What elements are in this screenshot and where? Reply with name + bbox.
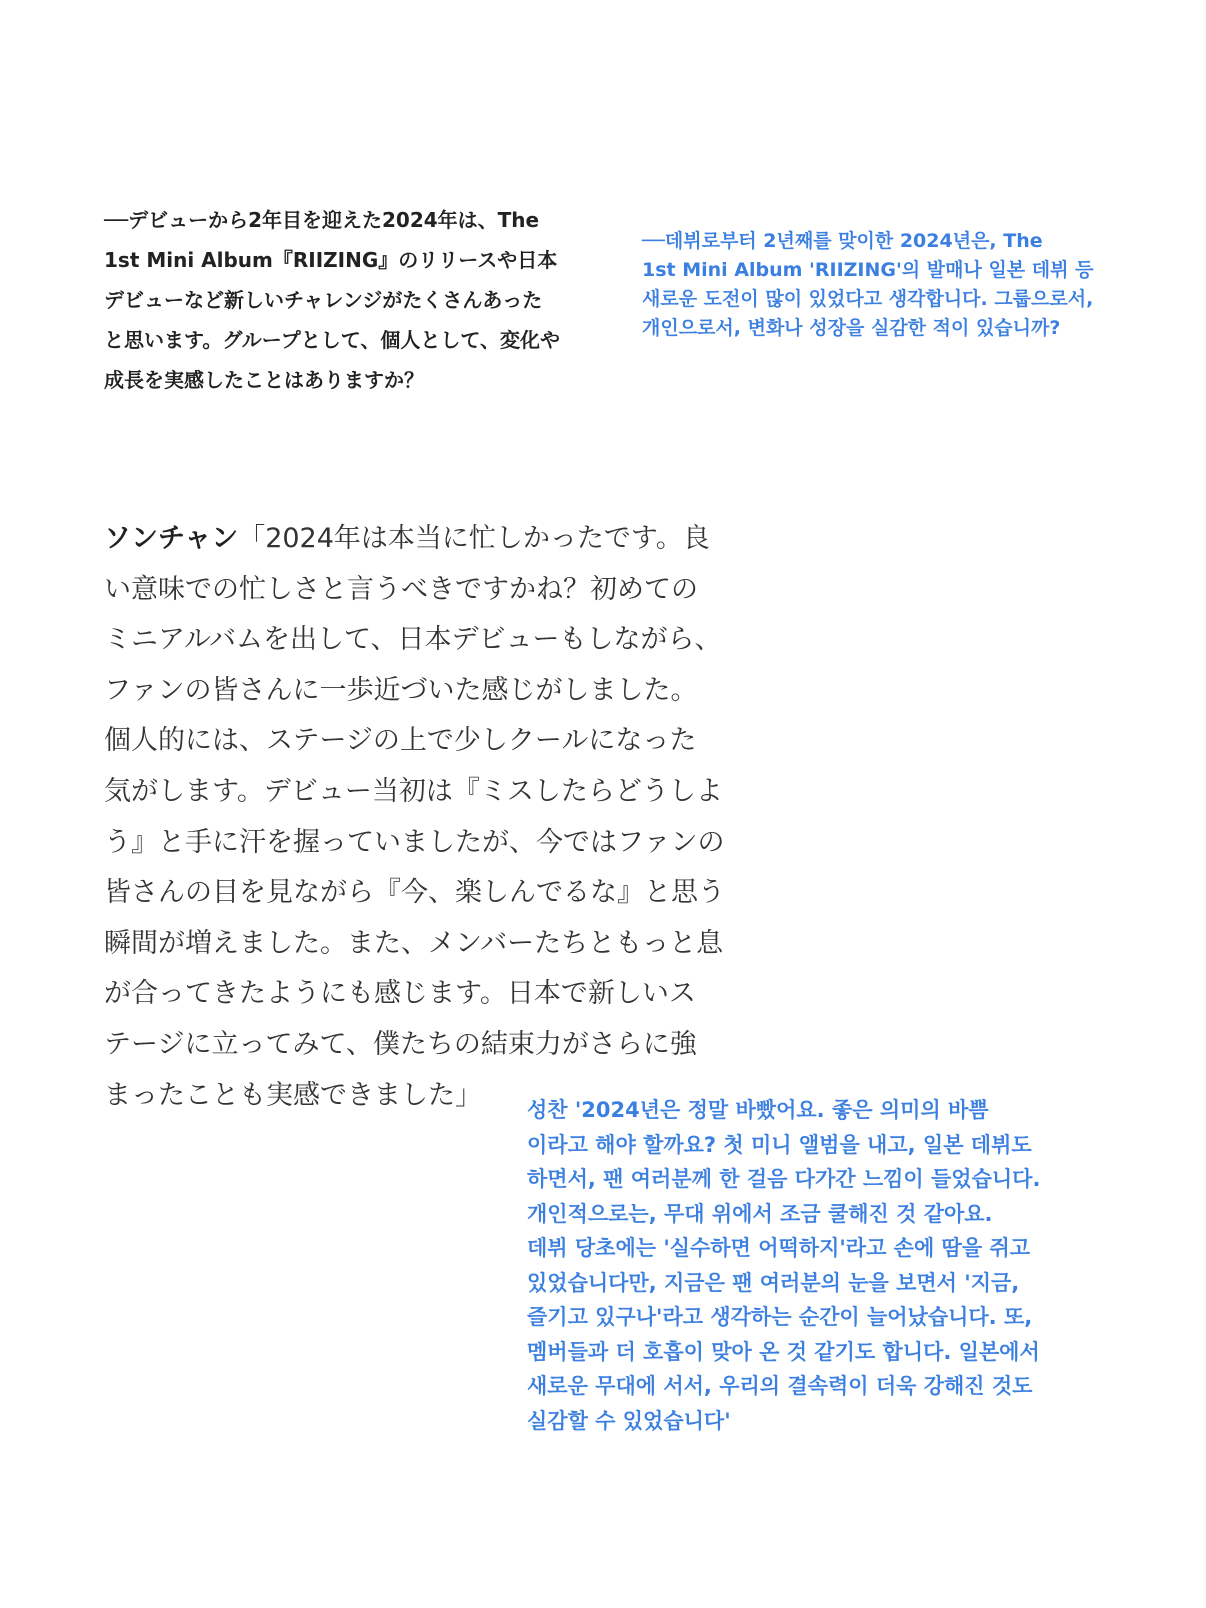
answer-ja-line: 個人的には、ステージの上で少しクールになった <box>104 725 697 757</box>
answer-ja-line: テージに立ってみて、僕たちの結束力がさらに強 <box>104 1028 697 1060</box>
answer-ko-line: 새로운 무대에 서서, 우리의 결속력이 더욱 강해진 것도 <box>527 1374 1033 1398</box>
answer-ko-line: 이라고 해야 할까요? 첫 미니 앨범을 내고, 일본 데뷔도 <box>527 1132 1032 1157</box>
answer-ja-line: が合ってきたようにも感じます。日本で新しいス <box>104 978 696 1010</box>
question-ko-line: ──데뷔로부터 2년째를 맞이한 2024년은, The <box>642 230 1043 252</box>
question-ja-line: 成長を実感したことはありますか？ <box>104 368 424 392</box>
question-ja-line: デビューなど新しいチャレンジがたくさんあった <box>104 288 543 312</box>
answer-ja-first-text: 「2024年は本当に忙しかったです。良 <box>238 523 710 554</box>
answer-ja-line: まったことも実感できました」 <box>104 1079 482 1111</box>
answer-ko-line: 실감할 수 있었습니다' <box>527 1408 731 1433</box>
speaker-name: ソンチャン <box>104 523 239 554</box>
answer-ja-line: ミニアルバムを出して、日本デビューもしながら、 <box>104 624 722 656</box>
question-japanese <box>104 200 624 400</box>
answer-ko-line: 성찬 '2024년은 정말 바빴어요. 좋은 의미의 바쁨 <box>527 1098 989 1122</box>
answer-japanese <box>104 514 744 1121</box>
answer-ko-line: 개인적으로는, 무대 위에서 조금 쿨해진 것 같아요. <box>527 1201 993 1226</box>
question-ko-line: 1st Mini Album 'RIIZING'의 발매나 일본 데뷔 등 <box>642 259 1094 281</box>
answer-korean <box>527 1093 1117 1438</box>
question-ko-line: 새로운 도전이 많이 있었다고 생각합니다. 그룹으로서, <box>642 288 1094 310</box>
answer-ja-line: ファンの皆さんに一歩近づいた感じがしました。 <box>104 674 698 706</box>
answer-ko-line: 멤버들과 더 호흡이 맞아 온 것 같기도 합니다. 일본에서 <box>527 1339 1040 1364</box>
question-ja-line: と思います。グループとして、個人として、変化や <box>104 328 560 352</box>
answer-ko-line: 데뷔 당초에는 '실수하면 어떡하지'라고 손에 땀을 쥐고 <box>527 1236 1031 1260</box>
answer-ko-line: 즐기고 있구나'라고 생각하는 순간이 늘어났습니다. 또, <box>527 1305 1033 1329</box>
answer-ja-line: う』と手に汗を握っていましたが、今ではファンの <box>104 826 725 858</box>
answer-ko-line: 하면서, 팬 여러분께 한 걸음 다가간 느낌이 들었습니다. <box>527 1167 1041 1191</box>
question-ja-line: 1st Mini Album『RIIZING』のリリースや日本 <box>104 248 558 272</box>
question-ko-line: 개인으로서, 변화나 성장을 실감한 적이 있습니까? <box>642 317 1061 339</box>
answer-ja-line: 皆さんの目を見ながら『今、楽しんでるな』と思う <box>104 877 725 909</box>
question-korean <box>642 227 1112 343</box>
question-ja-line: ──デビューから2年目を迎えた2024年は、The <box>104 208 540 232</box>
answer-ja-line: 瞬間が増えました。また、メンバーたちともっと息 <box>104 927 724 959</box>
answer-ja-line: 気がします。デビュー当初は『ミスしたらどうしよ <box>104 775 723 807</box>
answer-ja-line: い意味での忙しさと言うべきですかね？初めての <box>104 573 698 605</box>
answer-ko-line: 있었습니다만, 지금은 팬 여러분의 눈을 보면서 '지금, <box>527 1270 1020 1295</box>
answer-ja-first-line <box>104 514 744 565</box>
